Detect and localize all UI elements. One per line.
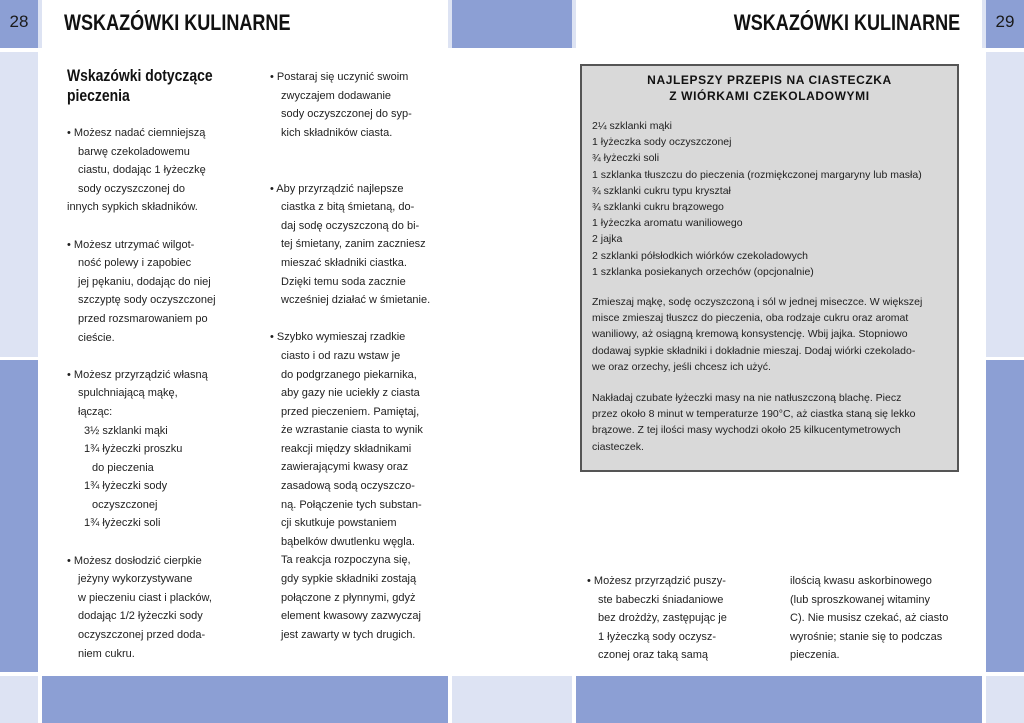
- text-line: do podgrzanego piekarnika,: [281, 368, 417, 381]
- text-line: zasadową sodą oczyszczo-: [281, 480, 415, 493]
- text-line: [67, 347, 252, 366]
- text-line: szczyptę sody oczyszczonej: [78, 294, 216, 307]
- right-margin-light: [986, 52, 1024, 357]
- text-line: • Możesz utrzymać wilgot-: [67, 238, 195, 251]
- text-line: przed pieczeniem. Pamiętaj,: [281, 405, 420, 418]
- text-line: jest zawarty w tych drugich.: [281, 628, 416, 641]
- right-page-header: WSKAZÓWKI KULINARNE: [733, 10, 960, 35]
- text-line: innych sypkich składników.: [67, 201, 198, 214]
- text-line: 1 szklanka tłuszczu do pieczenia (rozmiękczonej margaryny lub masła): [592, 168, 922, 181]
- text-line: Ta reakcja rozpoczyna się,: [281, 554, 411, 567]
- center-top-block: [452, 0, 572, 48]
- text-line: spulchniającą mąkę,: [78, 387, 178, 400]
- text-line: ilością kwasu askorbinowego: [790, 575, 932, 587]
- text-line: Zmieszaj mąkę, sodę oczyszczoną i sól w jednej miseczce. W większej: [592, 296, 923, 308]
- recipe-title-line-1: NAJLEPSZY PRZEPIS NA CIASTECZKA: [647, 73, 892, 87]
- text-line: ste babeczki śniadaniowe: [598, 593, 724, 606]
- left-page-number: 28: [9, 12, 29, 31]
- recipe-method-2: [592, 390, 915, 455]
- text-line: ¾ szklanki cukru typu kryształ: [592, 184, 731, 197]
- center-footer-block: [452, 676, 572, 723]
- text-line: ciastka z bitą śmietaną, do-: [281, 201, 415, 214]
- text-line: 1¾ łyżeczki sody: [84, 480, 168, 493]
- section-title: [67, 66, 213, 106]
- text-line: 1¾ łyżeczki soli: [84, 517, 161, 530]
- text-line: zwyczajem dodawanie: [281, 89, 392, 102]
- text-line: aby gazy nie uciekły z ciasta: [281, 387, 420, 400]
- text-line: 2 jajka: [592, 233, 623, 246]
- recipe-ingredients: [592, 118, 922, 280]
- text-line: 3½ szklanki mąki: [84, 424, 168, 437]
- text-line: 2 szklanki półsłodkich wiórków czekoladowych: [592, 249, 808, 262]
- text-line: ciastu, dodając 1 łyżeczkę: [78, 164, 206, 177]
- text-line: ną. Połączenie tych substan-: [281, 498, 422, 511]
- section-title-line-1: Wskazówki dotyczące: [67, 66, 213, 85]
- text-line: kich składników ciasta.: [281, 126, 393, 139]
- text-line: • Możesz przyrządzić własną: [67, 368, 208, 381]
- left-margin-blue: [0, 360, 38, 672]
- left-column-1: [67, 124, 252, 663]
- text-line: [67, 533, 252, 552]
- text-line: dodawaj sypkie składniki i dokładnie mieszaj. Dodaj wiórki czekolado-: [592, 344, 916, 357]
- text-line: [270, 310, 455, 329]
- left-margin-bottom: [0, 676, 38, 723]
- text-line: Nakładaj czubate łyżeczki masy na nie natłuszczoną blachę. Piecz: [592, 392, 902, 404]
- text-line: przez około 8 minut w temperaturze 190°C, aż ciastka staną się lekko: [592, 408, 916, 421]
- text-line: 1 łyżeczka aromatu waniliowego: [592, 217, 743, 230]
- text-line: ¾ szklanki cukru brązowego: [592, 201, 724, 214]
- text-line: • Możesz przyrządzić puszy-: [587, 575, 726, 587]
- text-line: waniliowy, aż osiągną kremową konsystencję. Wbij jajka. Stopniowo: [592, 328, 908, 341]
- text-line: tej śmietany, zanim zaczniesz: [281, 238, 426, 251]
- text-line: misce zmieszaj tłuszcz do pieczenia, oba rodzaje cukru oraz aromat: [592, 312, 909, 325]
- text-line: • Postaraj się uczynić swoim: [270, 71, 409, 83]
- text-line: ność polewy i zapobiec: [78, 257, 192, 270]
- text-line: bez drożdży, zastępując je: [598, 612, 727, 625]
- left-page-header: WSKAZÓWKI KULINARNE: [64, 10, 291, 35]
- text-line: ciasteczek.: [592, 440, 644, 453]
- text-line: niem cukru.: [78, 647, 135, 660]
- text-line: wyrośnie; stanie się to podczas: [790, 630, 943, 643]
- text-line: oczyszczonej przed doda-: [78, 629, 206, 642]
- text-line: jeżyny wykorzystywane: [78, 573, 193, 586]
- text-line: element kwasowy zazwyczaj: [281, 610, 421, 623]
- text-line: 2¼ szklanki mąki: [592, 120, 672, 132]
- text-line: [67, 217, 252, 236]
- right-page-number: 29: [995, 12, 1015, 31]
- text-line: reakcji między składnikami: [281, 442, 412, 455]
- right-margin-blue: [986, 360, 1024, 672]
- text-line: sody oczyszczonej do syp-: [281, 108, 412, 121]
- section-title-line-2: pieczenia: [67, 86, 130, 105]
- text-line: połączone z płynnymi, gdyż: [281, 591, 416, 604]
- text-line: • Możesz dosłodzić cierpkie: [67, 554, 202, 567]
- text-line: do pieczenia: [92, 461, 154, 474]
- left-footer-bar: [42, 676, 448, 723]
- text-line: ciasto i od razu wstaw je: [281, 349, 401, 362]
- text-line: zawierającymi kwasy oraz: [281, 461, 409, 474]
- left-column-2: [270, 68, 455, 644]
- text-line: w pieczeniu ciast i placków,: [78, 591, 212, 604]
- text-line: że wzrastanie ciasta to wynik: [281, 424, 423, 437]
- text-line: we oraz orzechy, jeśli chcesz ich użyć.: [592, 360, 771, 373]
- text-line: ¾ łyżeczki soli: [592, 152, 660, 165]
- text-line: • Możesz nadać ciemniejszą: [67, 127, 206, 139]
- text-line: 1 szklanka posiekanych orzechów (opcjonalnie): [592, 265, 814, 278]
- right-column-1: [587, 572, 777, 665]
- text-line: [270, 142, 455, 161]
- text-line: łącząc:: [78, 405, 113, 418]
- right-footer-bar: [576, 676, 982, 723]
- text-line: pieczenia.: [790, 649, 840, 662]
- text-line: sody oczyszczonej do: [78, 182, 185, 195]
- text-line: [270, 161, 455, 180]
- text-line: bąbelków dwutlenku węgla.: [281, 535, 415, 548]
- text-line: przed rozsmarowaniem po: [78, 312, 208, 325]
- right-margin-bottom: [986, 676, 1024, 723]
- recipe-box: [580, 64, 959, 472]
- text-line: czonej oraz taką samą: [598, 649, 709, 662]
- text-line: mieszać składniki ciastka.: [281, 256, 407, 269]
- text-line: cji skutkuje powstaniem: [281, 517, 397, 530]
- text-line: C). Nie musisz czekać, aż ciasto: [790, 612, 949, 625]
- text-line: 1¾ łyżeczki proszku: [84, 443, 183, 456]
- recipe-method-1: [592, 294, 922, 375]
- text-line: cieście.: [78, 331, 115, 344]
- recipe-title-line-2: Z WIÓRKAMI CZEKOLADOWYMI: [669, 89, 870, 103]
- left-margin-light: [0, 52, 38, 357]
- text-line: 1 łyżeczka sody oczyszczonej: [592, 136, 732, 149]
- text-line: Dzięki temu soda zacznie: [281, 275, 406, 288]
- text-line: daj sodę oczyszczoną do bi-: [281, 219, 420, 232]
- text-line: jej pękaniu, dodając do niej: [78, 275, 211, 288]
- text-line: 1 łyżeczką sody oczysz-: [598, 630, 716, 643]
- text-line: • Aby przyrządzić najlepsze: [270, 182, 404, 195]
- text-line: • Szybko wymieszaj rzadkie: [270, 331, 406, 344]
- text-line: wcześniej działać w śmietanie.: [281, 294, 431, 307]
- text-line: (lub sproszkowanej witaminy: [790, 593, 930, 606]
- text-line: dodając 1/2 łyżeczki sody: [78, 610, 203, 623]
- text-line: gdy sypkie składniki zostają: [281, 573, 417, 586]
- text-line: oczyszczonej: [92, 498, 158, 511]
- right-column-2: [790, 572, 980, 665]
- text-line: barwę czekoladowemu: [78, 145, 190, 158]
- text-line: brązowe. Z tej ilości masy wychodzi około 25 kilkucentymetrowych: [592, 424, 901, 437]
